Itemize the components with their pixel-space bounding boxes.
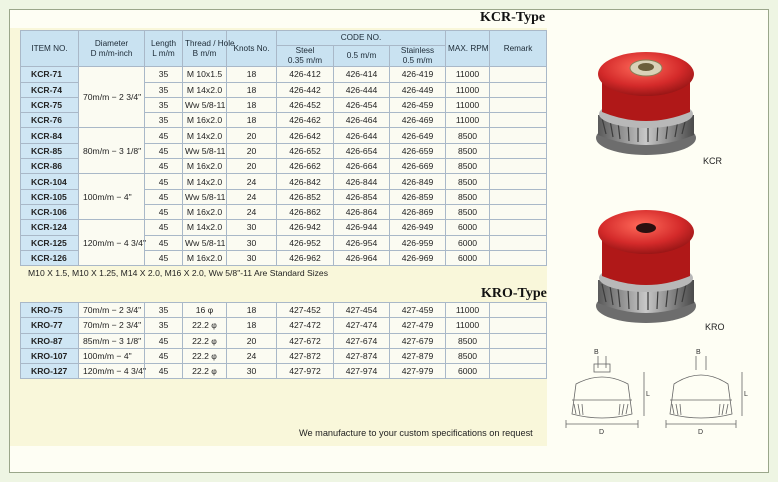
- header-code-no: CODE NO.: [277, 31, 446, 46]
- kro-diagram-b-label: B: [696, 349, 701, 356]
- max-rpm-cell: 8500: [446, 204, 490, 219]
- kcr-cup-brush-image: [588, 30, 704, 160]
- max-rpm-cell: 8500: [446, 143, 490, 158]
- stainless-code-cell: 426-859: [390, 189, 446, 204]
- kro-cup-brush-image: [588, 198, 704, 328]
- table-row: [21, 220, 547, 235]
- stainless-code-cell: 426-469: [390, 113, 446, 128]
- thread-cell: Ww 5/8-11: [183, 235, 227, 250]
- stainless-code-cell: 426-419: [390, 67, 446, 82]
- steel-code-cell: 426-852: [277, 189, 334, 204]
- standard-sizes-note: M10 X 1.5, M10 X 1.25, M14 X 2.0, M16 X 2.0, Ww 5/8"-11 Are Standard Sizes: [28, 268, 329, 278]
- steel-code-cell: 426-842: [277, 174, 334, 189]
- thread-cell: M 16x2.0: [183, 204, 227, 219]
- knots-cell: 20: [227, 128, 277, 143]
- knots-cell: 20: [227, 333, 277, 348]
- remark-cell: [490, 159, 547, 174]
- remark-cell: [490, 204, 547, 219]
- item-no-cell: KCR-76: [21, 113, 79, 128]
- header-thread: Thread / Hole B m/m: [183, 31, 227, 67]
- remark-cell: [490, 189, 547, 204]
- stainless-code-cell: 426-659: [390, 143, 446, 158]
- thread-cell: Ww 5/8-11: [183, 97, 227, 112]
- item-no-cell: KCR-74: [21, 82, 79, 97]
- length-cell: 45: [145, 333, 183, 348]
- steel-code-cell: 426-662: [277, 159, 334, 174]
- thread-cell: M 16x2.0: [183, 159, 227, 174]
- kro-type-title: KRO-Type: [481, 286, 547, 301]
- half-mm-code-cell: 426-444: [334, 82, 390, 97]
- stainless-code-cell: 427-459: [390, 303, 446, 318]
- steel-code-cell: 426-952: [277, 235, 334, 250]
- half-mm-code-cell: 426-954: [334, 235, 390, 250]
- knots-cell: 18: [227, 113, 277, 128]
- length-cell: 45: [145, 174, 183, 189]
- steel-code-cell: 426-642: [277, 128, 334, 143]
- steel-code-cell: 426-942: [277, 220, 334, 235]
- length-cell: 45: [145, 204, 183, 219]
- header-max-rpm: MAX. RPM: [446, 31, 490, 67]
- kcr-type-title: KCR-Type: [480, 10, 546, 25]
- kcr-diagram-d-label: D: [599, 429, 605, 436]
- remark-cell: [490, 143, 547, 158]
- table-row: [21, 174, 547, 189]
- length-cell: 45: [145, 235, 183, 250]
- item-no-cell: KRO-77: [21, 318, 79, 333]
- thread-cell: Ww 5/8-11: [183, 189, 227, 204]
- steel-code-cell: 427-872: [277, 348, 334, 363]
- kcr-diagram-b-label: B: [594, 349, 599, 356]
- max-rpm-cell: 11000: [446, 113, 490, 128]
- item-no-cell: KCR-126: [21, 250, 79, 265]
- max-rpm-cell: 6000: [446, 364, 490, 379]
- diameter-cell: 70m/m − 2 3/4": [79, 303, 145, 318]
- kcr-spec-table: [20, 30, 547, 266]
- item-no-cell: KRO-107: [21, 348, 79, 363]
- header-knots: Knots No.: [227, 31, 277, 67]
- max-rpm-cell: 6000: [446, 250, 490, 265]
- table-row: [21, 303, 547, 318]
- kcr-diagram-l-label: L: [646, 391, 650, 398]
- length-cell: 45: [145, 348, 183, 363]
- remark-cell: [490, 364, 547, 379]
- stainless-code-cell: 427-879: [390, 348, 446, 363]
- thread-cell: 22.2 φ: [183, 364, 227, 379]
- steel-code-cell: 426-452: [277, 97, 334, 112]
- thread-cell: 22.2 φ: [183, 333, 227, 348]
- half-mm-code-cell: 426-654: [334, 143, 390, 158]
- stainless-code-cell: 426-849: [390, 174, 446, 189]
- length-cell: 35: [145, 303, 183, 318]
- remark-cell: [490, 67, 547, 82]
- stainless-code-cell: 426-449: [390, 82, 446, 97]
- stainless-code-cell: 426-949: [390, 220, 446, 235]
- table-row: [21, 333, 547, 348]
- length-cell: 45: [145, 143, 183, 158]
- max-rpm-cell: 8500: [446, 128, 490, 143]
- header-diameter: Diameter D m/m-inch: [79, 31, 145, 67]
- length-cell: 35: [145, 82, 183, 97]
- item-no-cell: KCR-125: [21, 235, 79, 250]
- remark-cell: [490, 333, 547, 348]
- header-stainless: Stainless 0.5 m/m: [390, 46, 446, 67]
- steel-code-cell: 426-412: [277, 67, 334, 82]
- length-cell: 45: [145, 128, 183, 143]
- half-mm-code-cell: 426-854: [334, 189, 390, 204]
- half-mm-code-cell: 427-974: [334, 364, 390, 379]
- header-item-no: ITEM NO.: [21, 31, 79, 67]
- thread-cell: M 16x2.0: [183, 250, 227, 265]
- length-cell: 45: [145, 250, 183, 265]
- knots-cell: 24: [227, 189, 277, 204]
- steel-code-cell: 427-672: [277, 333, 334, 348]
- stainless-code-cell: 427-679: [390, 333, 446, 348]
- item-no-cell: KCR-106: [21, 204, 79, 219]
- kro-dimension-diagram: [662, 344, 754, 438]
- steel-code-cell: 427-972: [277, 364, 334, 379]
- max-rpm-cell: 8500: [446, 189, 490, 204]
- knots-cell: 30: [227, 220, 277, 235]
- half-mm-code-cell: 426-644: [334, 128, 390, 143]
- thread-cell: M 14x2.0: [183, 82, 227, 97]
- max-rpm-cell: 8500: [446, 333, 490, 348]
- diameter-cell: 85m/m − 3 1/8": [79, 333, 145, 348]
- thread-cell: 22.2 φ: [183, 348, 227, 363]
- item-no-cell: KRO-127: [21, 364, 79, 379]
- remark-cell: [490, 113, 547, 128]
- remark-cell: [490, 220, 547, 235]
- max-rpm-cell: 11000: [446, 303, 490, 318]
- thread-cell: M 14x2.0: [183, 220, 227, 235]
- half-mm-code-cell: 427-474: [334, 318, 390, 333]
- header-length: Length L m/m: [145, 31, 183, 67]
- max-rpm-cell: 8500: [446, 174, 490, 189]
- length-cell: 45: [145, 159, 183, 174]
- item-no-cell: KCR-105: [21, 189, 79, 204]
- knots-cell: 20: [227, 143, 277, 158]
- steel-code-cell: 426-862: [277, 204, 334, 219]
- kro-diagram-l-label: L: [744, 391, 748, 398]
- table-row: [21, 364, 547, 379]
- thread-cell: M 14x2.0: [183, 174, 227, 189]
- remark-cell: [490, 318, 547, 333]
- length-cell: 35: [145, 318, 183, 333]
- max-rpm-cell: 11000: [446, 97, 490, 112]
- kcr-product-label: KCR: [703, 156, 723, 166]
- max-rpm-cell: 8500: [446, 159, 490, 174]
- header-remark: Remark: [490, 31, 547, 67]
- remark-cell: [490, 174, 547, 189]
- thread-cell: M 10x1.5: [183, 67, 227, 82]
- half-mm-code-cell: 426-454: [334, 97, 390, 112]
- half-mm-code-cell: 426-964: [334, 250, 390, 265]
- stainless-code-cell: 426-959: [390, 235, 446, 250]
- knots-cell: 30: [227, 364, 277, 379]
- header-half-mm: 0.5 m/m: [334, 46, 390, 67]
- remark-cell: [490, 235, 547, 250]
- remark-cell: [490, 97, 547, 112]
- max-rpm-cell: 6000: [446, 220, 490, 235]
- half-mm-code-cell: 427-874: [334, 348, 390, 363]
- max-rpm-cell: 11000: [446, 67, 490, 82]
- max-rpm-cell: 8500: [446, 348, 490, 363]
- stainless-code-cell: 426-869: [390, 204, 446, 219]
- kro-diagram-d-label: D: [698, 429, 704, 436]
- remark-cell: [490, 348, 547, 363]
- kro-product-label: KRO: [705, 322, 725, 332]
- half-mm-code-cell: 426-864: [334, 204, 390, 219]
- stainless-code-cell: 426-669: [390, 159, 446, 174]
- length-cell: 35: [145, 113, 183, 128]
- diameter-cell: 80m/m − 3 1/8": [79, 128, 145, 174]
- thread-cell: Ww 5/8-11: [183, 143, 227, 158]
- knots-cell: 30: [227, 235, 277, 250]
- kro-spec-table: [20, 302, 547, 379]
- diameter-cell: 120m/m − 4 3/4": [79, 364, 145, 379]
- knots-cell: 18: [227, 67, 277, 82]
- table-row: [21, 128, 547, 143]
- steel-code-cell: 427-472: [277, 318, 334, 333]
- stainless-code-cell: 426-649: [390, 128, 446, 143]
- thread-cell: 22.2 φ: [183, 318, 227, 333]
- steel-code-cell: 427-452: [277, 303, 334, 318]
- half-mm-code-cell: 426-664: [334, 159, 390, 174]
- item-no-cell: KCR-86: [21, 159, 79, 174]
- stainless-code-cell: 427-479: [390, 318, 446, 333]
- thread-cell: 16 φ: [183, 303, 227, 318]
- knots-cell: 18: [227, 82, 277, 97]
- thread-cell: M 14x2.0: [183, 128, 227, 143]
- item-no-cell: KCR-71: [21, 67, 79, 82]
- half-mm-code-cell: 427-454: [334, 303, 390, 318]
- max-rpm-cell: 11000: [446, 318, 490, 333]
- knots-cell: 24: [227, 174, 277, 189]
- stainless-code-cell: 426-969: [390, 250, 446, 265]
- steel-code-cell: 426-462: [277, 113, 334, 128]
- header-steel: Steel 0.35 m/m: [277, 46, 334, 67]
- knots-cell: 24: [227, 204, 277, 219]
- item-no-cell: KCR-85: [21, 143, 79, 158]
- knots-cell: 18: [227, 97, 277, 112]
- diameter-cell: 120m/m − 4 3/4": [79, 220, 145, 266]
- steel-code-cell: 426-652: [277, 143, 334, 158]
- steel-code-cell: 426-442: [277, 82, 334, 97]
- max-rpm-cell: 11000: [446, 82, 490, 97]
- item-no-cell: KCR-84: [21, 128, 79, 143]
- max-rpm-cell: 6000: [446, 235, 490, 250]
- knots-cell: 18: [227, 318, 277, 333]
- knots-cell: 24: [227, 348, 277, 363]
- knots-cell: 18: [227, 303, 277, 318]
- kcr-dimension-diagram: [562, 344, 654, 438]
- item-no-cell: KCR-124: [21, 220, 79, 235]
- length-cell: 35: [145, 67, 183, 82]
- item-no-cell: KRO-87: [21, 333, 79, 348]
- item-no-cell: KCR-75: [21, 97, 79, 112]
- table-row: [21, 318, 547, 333]
- table-row: [21, 348, 547, 363]
- stainless-code-cell: 427-979: [390, 364, 446, 379]
- item-no-cell: KCR-104: [21, 174, 79, 189]
- half-mm-code-cell: 427-674: [334, 333, 390, 348]
- table-row: [21, 67, 547, 82]
- remark-cell: [490, 303, 547, 318]
- half-mm-code-cell: 426-844: [334, 174, 390, 189]
- diameter-cell: 100m/m − 4": [79, 348, 145, 363]
- length-cell: 45: [145, 364, 183, 379]
- steel-code-cell: 426-962: [277, 250, 334, 265]
- length-cell: 45: [145, 189, 183, 204]
- diameter-cell: 70m/m − 2 3/4": [79, 318, 145, 333]
- half-mm-code-cell: 426-944: [334, 220, 390, 235]
- diameter-cell: 70m/m − 2 3/4": [79, 67, 145, 128]
- knots-cell: 30: [227, 250, 277, 265]
- item-no-cell: KRO-75: [21, 303, 79, 318]
- half-mm-code-cell: 426-414: [334, 67, 390, 82]
- thread-cell: M 16x2.0: [183, 113, 227, 128]
- remark-cell: [490, 82, 547, 97]
- custom-specifications-note: We manufacture to your custom specifications on request: [299, 428, 533, 438]
- diameter-cell: 100m/m − 4": [79, 174, 145, 220]
- remark-cell: [490, 250, 547, 265]
- length-cell: 45: [145, 220, 183, 235]
- knots-cell: 20: [227, 159, 277, 174]
- half-mm-code-cell: 426-464: [334, 113, 390, 128]
- length-cell: 35: [145, 97, 183, 112]
- stainless-code-cell: 426-459: [390, 97, 446, 112]
- remark-cell: [490, 128, 547, 143]
